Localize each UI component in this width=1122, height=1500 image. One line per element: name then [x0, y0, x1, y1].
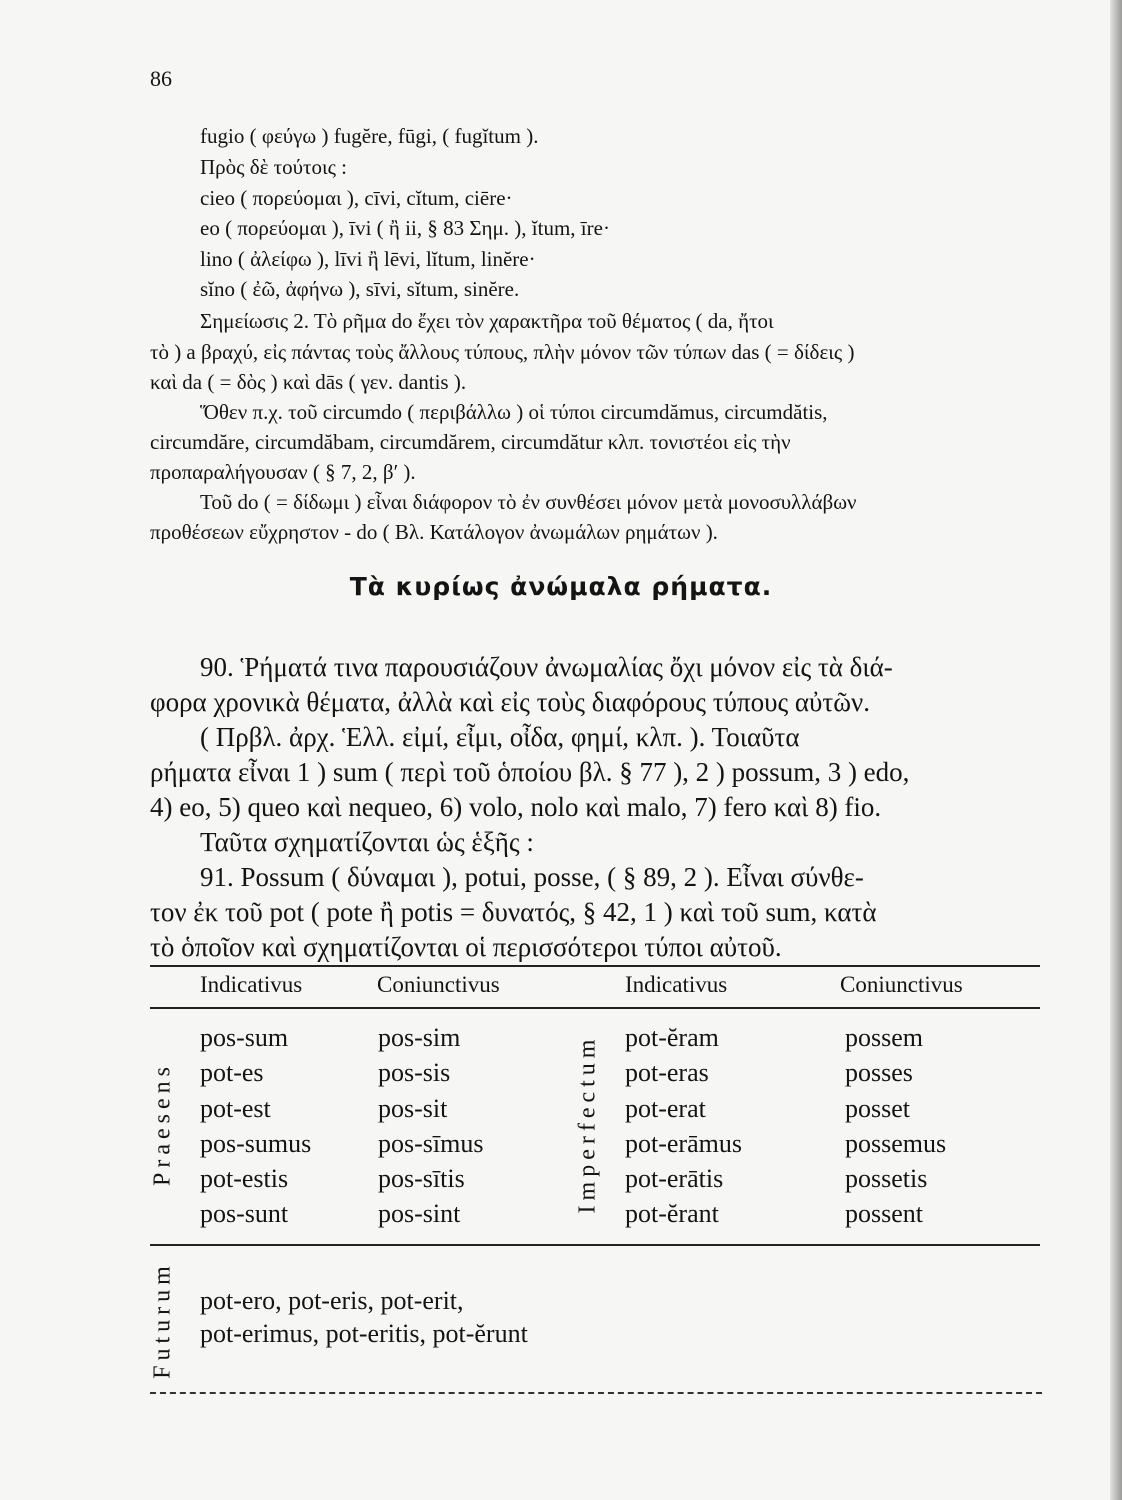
paragraph-90-line: ( Πρβλ. ἀρχ. Ἑλλ. εἰμί, εἶμι, οἶδα, φημί, κλπ. ). Τοιαῦτα	[200, 722, 800, 752]
table-cell: pos-sum	[200, 1023, 289, 1052]
text-line: lino ( ἀλείφω ), līvi ἢ lēvi, lĭtum, linĕre·	[200, 247, 536, 271]
table-section-rule	[150, 1244, 1040, 1246]
paragraph-90-line: Ταῦτα σχηματίζονται ὡς ἑξῆς :	[200, 827, 534, 857]
table-cell: pos-sunt	[200, 1199, 289, 1228]
text-line: προπαραλήγουσαν ( § 7, 2, β′ ).	[150, 460, 416, 484]
text-line: sĭno ( ἐῶ, ἀφήνω ), sīvi, sĭtum, sinĕre.	[200, 277, 520, 301]
table-header: Coniunctivus	[840, 972, 963, 997]
text-line: Σημείωσις 2. Τὸ ρῆμα do ἔχει τὸν χαρακτῆρα τοῦ θέματος ( da, ἤτοι	[200, 309, 774, 333]
praesens-label: Praesens	[149, 1062, 176, 1186]
table-cell: pot-erat	[625, 1094, 706, 1123]
table-header: Indicativus	[200, 972, 303, 997]
table-cell: pot-estis	[200, 1164, 289, 1193]
table-cell: pos-sītis	[378, 1164, 465, 1193]
table-cell: posset	[845, 1094, 910, 1123]
text-line: καὶ da ( = δὸς ) καὶ dās ( γεν. dantis ).	[150, 370, 467, 394]
table-cell: pot-ĕram	[625, 1023, 719, 1052]
text-line: τὸ ) a βραχύ, εἰς πάντας τοὺς ἄλλους τύπους, πλὴν μόνον τῶν τύπων das ( = δίδεις )	[150, 340, 855, 364]
section-heading: Τὰ κυρίως ἀνώμαλα ρήματα.	[349, 572, 773, 601]
table-top-rule	[150, 965, 1040, 967]
table-cell: pos-sint	[378, 1199, 461, 1228]
page-edge-shadow	[1110, 0, 1122, 1500]
table-cell: pos-sīmus	[378, 1129, 484, 1158]
text-line: προθέσεων εὔχρηστον - do ( Βλ. Κατάλογον ἀνωμάλων ρημάτων ).	[150, 520, 718, 544]
text-line: fugio ( φεύγω ) fugĕre, fūgi, ( fugĭtum ).	[200, 124, 539, 148]
table-header: Indicativus	[625, 972, 728, 997]
imperfectum-label: Imperfectum	[574, 1034, 601, 1214]
table-cell: possent	[845, 1199, 923, 1228]
table-cell: pot-erāmus	[625, 1129, 742, 1158]
table-cell: pot-ĕrant	[625, 1199, 719, 1228]
text-line: Ὅθεν π.χ. τοῦ circumdo ( περιβάλλω ) οἱ τύποι circumdămus, circumdătis,	[200, 400, 828, 424]
table-cell: pot-est	[200, 1094, 271, 1123]
table-cell: pot-eras	[625, 1058, 709, 1087]
table-cell: pos-sis	[378, 1058, 451, 1087]
table-header: Coniunctivus	[377, 972, 500, 997]
text-line: cieo ( πορεύομαι ), cīvi, cĭtum, ciēre·	[200, 186, 513, 210]
table-cell: posses	[845, 1058, 913, 1087]
futurum-line: pot-erimus, pot-eritis, pot-ĕrunt	[200, 1319, 528, 1348]
paragraph-90-line: ρήματα εἶναι 1 ) sum ( περὶ τοῦ ὁποίου βλ. § 77 ), 2 ) possum, 3 ) edo,	[150, 757, 910, 787]
text-line: eo ( πορεύομαι ), īvi ( ἢ ii, § 83 Σημ. ), ĭtum, īre·	[200, 216, 610, 240]
page-number: 86	[150, 66, 172, 91]
paragraph-91-line: τὸ ὁποῖον καὶ σχηματίζονται οἱ περισσότεροι τύποι αὐτοῦ.	[150, 932, 782, 962]
table-cell: pos-sit	[378, 1094, 448, 1123]
text-line: circumdăre, circumdăbam, circumdărem, circumdătur κλπ. τονιστέοι εἰς τὴν	[150, 430, 791, 454]
text-line: Τοῦ do ( = δίδωμι ) εἶναι διάφορον τὸ ἐν συνθέσει μόνον μετὰ μονοσυλλάβων	[200, 490, 857, 514]
table-cell: possem	[845, 1023, 923, 1052]
futurum-line: pot-ero, pot-eris, pot-erit,	[200, 1286, 464, 1315]
table-cell: pos-sumus	[200, 1129, 312, 1158]
paragraph-91-line: 91. Possum ( δύναμαι ), potui, posse, ( § 89, 2 ). Εἶναι σύνθε-	[200, 862, 864, 892]
table-bottom-rule	[150, 1392, 1042, 1394]
paragraph-90-line: φορα χρονικὰ θέματα, ἀλλὰ καὶ εἰς τοὺς διαφόρους τύπους αὐτῶν.	[150, 687, 870, 717]
paragraph-90-line: 4) eo, 5) queo καὶ nequeo, 6) volo, nolo καὶ malo, 7) fero καὶ 8) fio.	[150, 792, 882, 822]
table-cell: pot-es	[200, 1058, 264, 1087]
table-header-rule	[150, 1007, 1040, 1009]
table-cell: pot-erātis	[625, 1164, 724, 1193]
table-cell: possemus	[845, 1129, 947, 1158]
futurum-label: Futurum	[149, 1261, 176, 1379]
paragraph-91-line: τον ἐκ τοῦ pot ( pote ἢ potis = δυνατός, § 42, 1 ) καὶ τοῦ sum, κατὰ	[150, 897, 877, 927]
paragraph-90-line: 90. Ῥήματά τινα παρουσιάζουν ἀνωμαλίας ὄχι μόνον εἰς τὰ διά-	[200, 652, 893, 682]
table-cell: possetis	[845, 1164, 928, 1193]
text-line: Πρὸς δὲ τούτοις :	[200, 155, 347, 179]
table-cell: pos-sim	[378, 1023, 461, 1052]
